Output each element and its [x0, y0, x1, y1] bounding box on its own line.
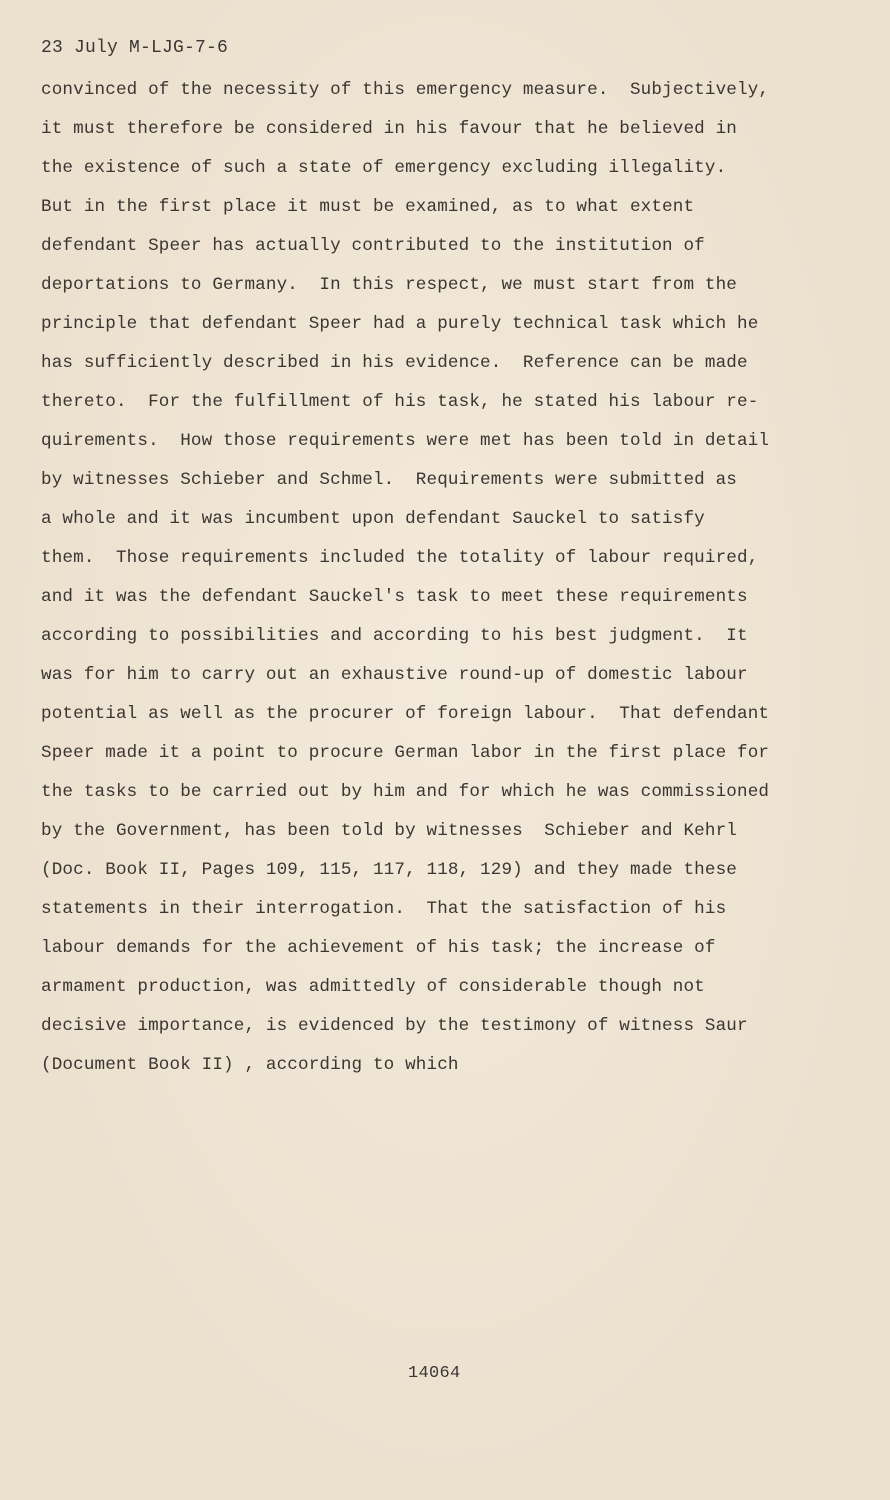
text-line: by witnesses Schieber and Schmel. Requirements were submitted as — [41, 470, 738, 490]
text-line: (Doc. Book II, Pages 109, 115, 117, 118, 129) and they made these — [41, 860, 738, 880]
text-line: But in the first place it must be examined, as to what extent — [41, 197, 695, 217]
text-line: has sufficiently described in his evidence. Reference can be made — [41, 353, 748, 373]
document-reference-header: 23 July M-LJG-7-6 — [41, 38, 229, 58]
text-line: the tasks to be carried out by him and for which he was commissioned — [41, 782, 770, 802]
text-line: quirements. How those requirements were met has been told in detail — [41, 431, 770, 451]
text-line: convinced of the necessity of this emergency measure. Subjectively, — [41, 80, 770, 100]
text-line: armament production, was admittedly of considerable though not — [41, 977, 705, 997]
page-number: 14064 — [408, 1364, 461, 1383]
text-line: according to possibilities and according to his best judgment. It — [41, 626, 748, 646]
text-line: and it was the defendant Sauckel's task to meet these requirements — [41, 587, 748, 607]
text-line: (Document Book II) , according to which — [41, 1055, 459, 1075]
text-line: defendant Speer has actually contributed to the institution of — [41, 236, 705, 256]
text-line: labour demands for the achievement of his task; the increase of — [41, 938, 716, 958]
text-line: them. Those requirements included the totality of labour required, — [41, 548, 759, 568]
body-text — [41, 77, 841, 1091]
text-line: was for him to carry out an exhaustive round-up of domestic labour — [41, 665, 748, 685]
text-line: it must therefore be considered in his favour that he believed in — [41, 119, 738, 139]
text-line: decisive importance, is evidenced by the testimony of witness Saur — [41, 1016, 748, 1036]
text-line: Speer made it a point to procure German labor in the first place for — [41, 743, 770, 763]
text-line: principle that defendant Speer had a purely technical task which he — [41, 314, 759, 334]
text-line: deportations to Germany. In this respect, we must start from the — [41, 275, 738, 295]
text-line: thereto. For the fulfillment of his task, he stated his labour re- — [41, 392, 759, 412]
text-line: statements in their interrogation. That the satisfaction of his — [41, 899, 727, 919]
text-line: the existence of such a state of emergency excluding illegality. — [41, 158, 727, 178]
text-line: a whole and it was incumbent upon defendant Sauckel to satisfy — [41, 509, 705, 529]
text-line: potential as well as the procurer of foreign labour. That defendant — [41, 704, 770, 724]
text-line: by the Government, has been told by witnesses Schieber and Kehrl — [41, 821, 738, 841]
